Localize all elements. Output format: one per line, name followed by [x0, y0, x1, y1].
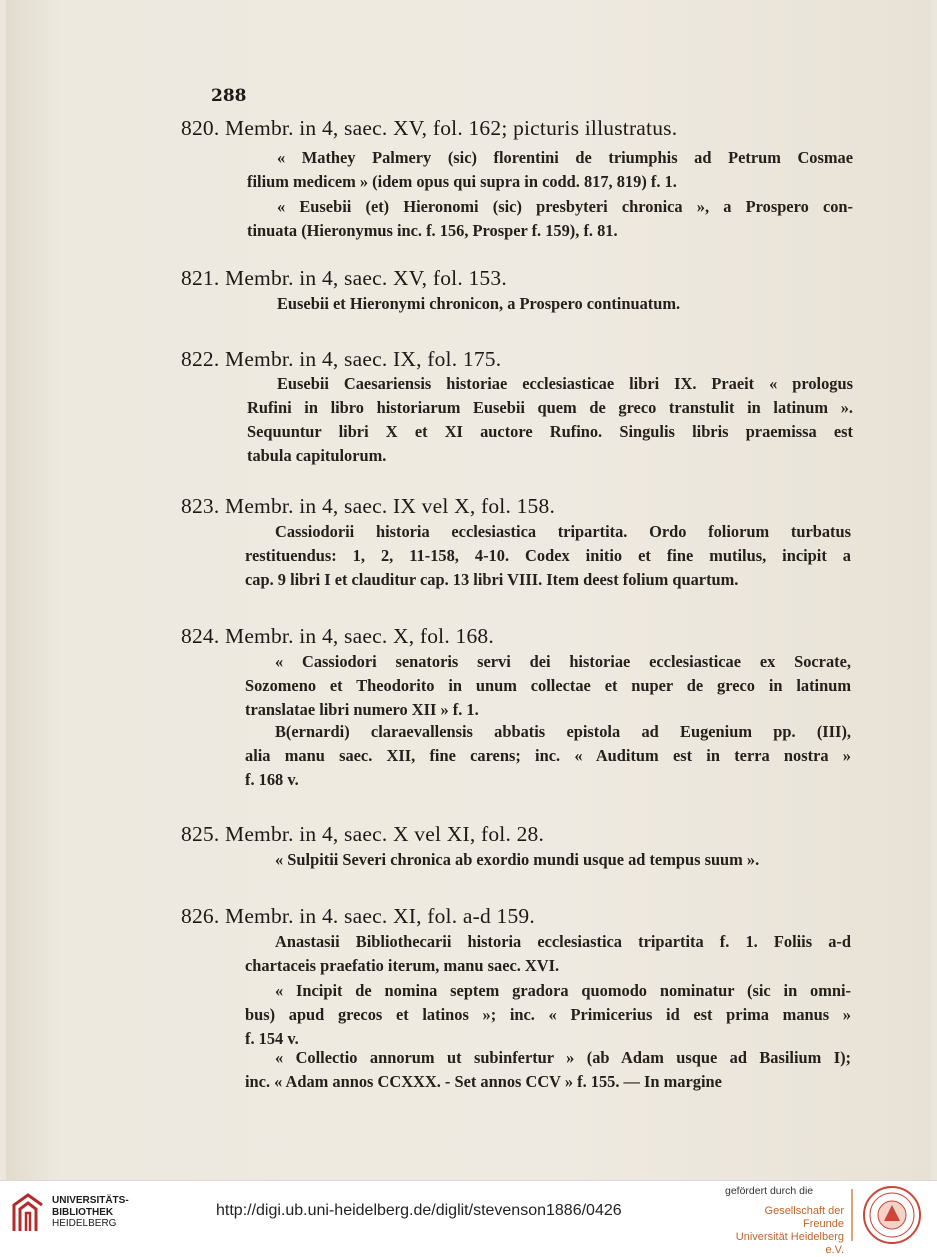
entry-825-paragraph: [245, 848, 851, 872]
entry-821-paragraph: [247, 292, 853, 316]
text-line: cap. 9 libri I et clauditur cap. 13 libri VIII. Item deest folium quartum.: [245, 570, 739, 589]
library-name-line2: BIBLIOTHEK: [52, 1206, 114, 1218]
text-line: inc. « Adam annos CCXXX. - Set annos CCV » f. 155. — In margine: [245, 1072, 722, 1091]
entry-heading-822: 822. Membr. in 4, saec. IX, fol. 175.: [181, 347, 502, 371]
text-line: restituendus: 1, 2, 11-158, 4-10. Codex initio et fine mutilus, incipit a: [245, 546, 851, 565]
sponsor-name-line1: Gesellschaft der Freunde: [764, 1205, 844, 1230]
text-line: alia manu saec. XII, fine carens; inc. « Auditum est in terra nostra »: [245, 746, 851, 765]
text-line: tabula capitulorum.: [247, 446, 387, 465]
text-line: Anastasii Bibliothecarii historia ecclesiastica tripartita f. 1. Foliis a-d: [275, 932, 851, 951]
text-line: « Cassiodori senatoris servi dei historiae ecclesiasticae ex Socrate,: [275, 652, 851, 671]
entry-824-paragraph: [245, 650, 851, 722]
permalink-url[interactable]: http://digi.ub.uni-heidelberg.de/diglit/stevenson1886/0426: [216, 1202, 622, 1219]
text-line: f. 168 v.: [245, 770, 299, 789]
text-line: filium medicem » (idem opus qui supra in codd. 817, 819) f. 1.: [247, 172, 677, 191]
text-line: tinuata (Hieronymus inc. f. 156, Prosper f. 159), f. 81.: [247, 221, 618, 240]
sponsor-name-line2: Universität Heidelberg e.V.: [735, 1231, 844, 1256]
entry-824-paragraph: [245, 720, 851, 792]
text-line: Sequuntur libri X et XI auctore Rufino. Singulis libris praemissa est: [247, 422, 853, 441]
entry-822-paragraph: [247, 372, 853, 468]
text-line: « Eusebii (et) Hieronomi (sic) presbyteri chronica », a Prospero con-: [277, 197, 853, 216]
text-line: Eusebii et Hieronymi chronicon, a Prospero continuatum.: [277, 294, 681, 313]
sponsor-name: [732, 1205, 844, 1257]
library-name: [52, 1195, 129, 1230]
footer-bar: [0, 1180, 937, 1256]
page-paper: [6, 0, 931, 1180]
text-line: bus) apud grecos et latinos »; inc. « Primicerius id est prima manus »: [245, 1005, 851, 1024]
entry-heading-820: 820. Membr. in 4, saec. XV, fol. 162; picturis illustratus.: [181, 116, 678, 140]
entry-heading-826: 826. Membr. in 4. saec. XI, fol. a-d 159.: [181, 904, 535, 928]
entry-826-paragraph: [245, 1046, 851, 1094]
text-line: « Mathey Palmery (sic) florentini de triumphis ad Petrum Cosmae: [277, 148, 853, 167]
text-line: « Incipit de nomina septem gradora quomodo nominatur (sic in omni-: [275, 981, 851, 1000]
library-name-line1: UNIVERSITÄTS-: [52, 1195, 129, 1206]
entry-820-paragraph: [247, 195, 853, 243]
text-line: « Collectio annorum ut subinfertur » (ab Adam usque ad Basilium I);: [275, 1048, 851, 1067]
university-library-logo-icon: [10, 1191, 46, 1235]
university-seal-icon: [862, 1185, 922, 1245]
text-line: Sozomeno et Theodorito in unum collectae et nuper de greco in latinum: [245, 676, 851, 695]
library-name-line3: HEIDELBERG: [52, 1218, 117, 1229]
entry-826-paragraph: [245, 930, 851, 978]
entry-820-paragraph: [247, 146, 853, 194]
text-line: B(ernardi) claraevallensis abbatis epistola ad Eugenium pp. (III),: [275, 722, 851, 741]
page-number: 288: [211, 86, 247, 106]
text-line: Eusebii Caesariensis historiae ecclesiasticae libri IX. Praeit « prologus: [277, 374, 853, 393]
text-line: chartaceis praefatio iterum, manu saec. XVI.: [245, 956, 560, 975]
entry-826-paragraph: [245, 979, 851, 1051]
text-line: Rufini in libro historiarum Eusebii quem de greco transtulit in latinum ».: [247, 398, 853, 417]
entry-heading-824: 824. Membr. in 4, saec. X, fol. 168.: [181, 624, 494, 648]
sponsor-divider: [851, 1189, 853, 1241]
entry-heading-821: 821. Membr. in 4, saec. XV, fol. 153.: [181, 266, 507, 290]
entry-heading-823: 823. Membr. in 4, saec. IX vel X, fol. 158.: [181, 494, 556, 518]
entry-heading-825: 825. Membr. in 4, saec. X vel XI, fol. 28.: [181, 822, 545, 846]
sponsor-label: gefördert durch die: [725, 1185, 814, 1197]
text-line: Cassiodorii historia ecclesiastica tripartita. Ordo foliorum turbatus: [275, 522, 851, 541]
text-line: translatae libri numero XII » f. 1.: [245, 700, 479, 719]
entry-823-paragraph: [245, 520, 851, 592]
text-line: « Sulpitii Severi chronica ab exordio mundi usque ad tempus suum ».: [275, 850, 760, 869]
text-line: f. 154 v.: [245, 1029, 299, 1048]
